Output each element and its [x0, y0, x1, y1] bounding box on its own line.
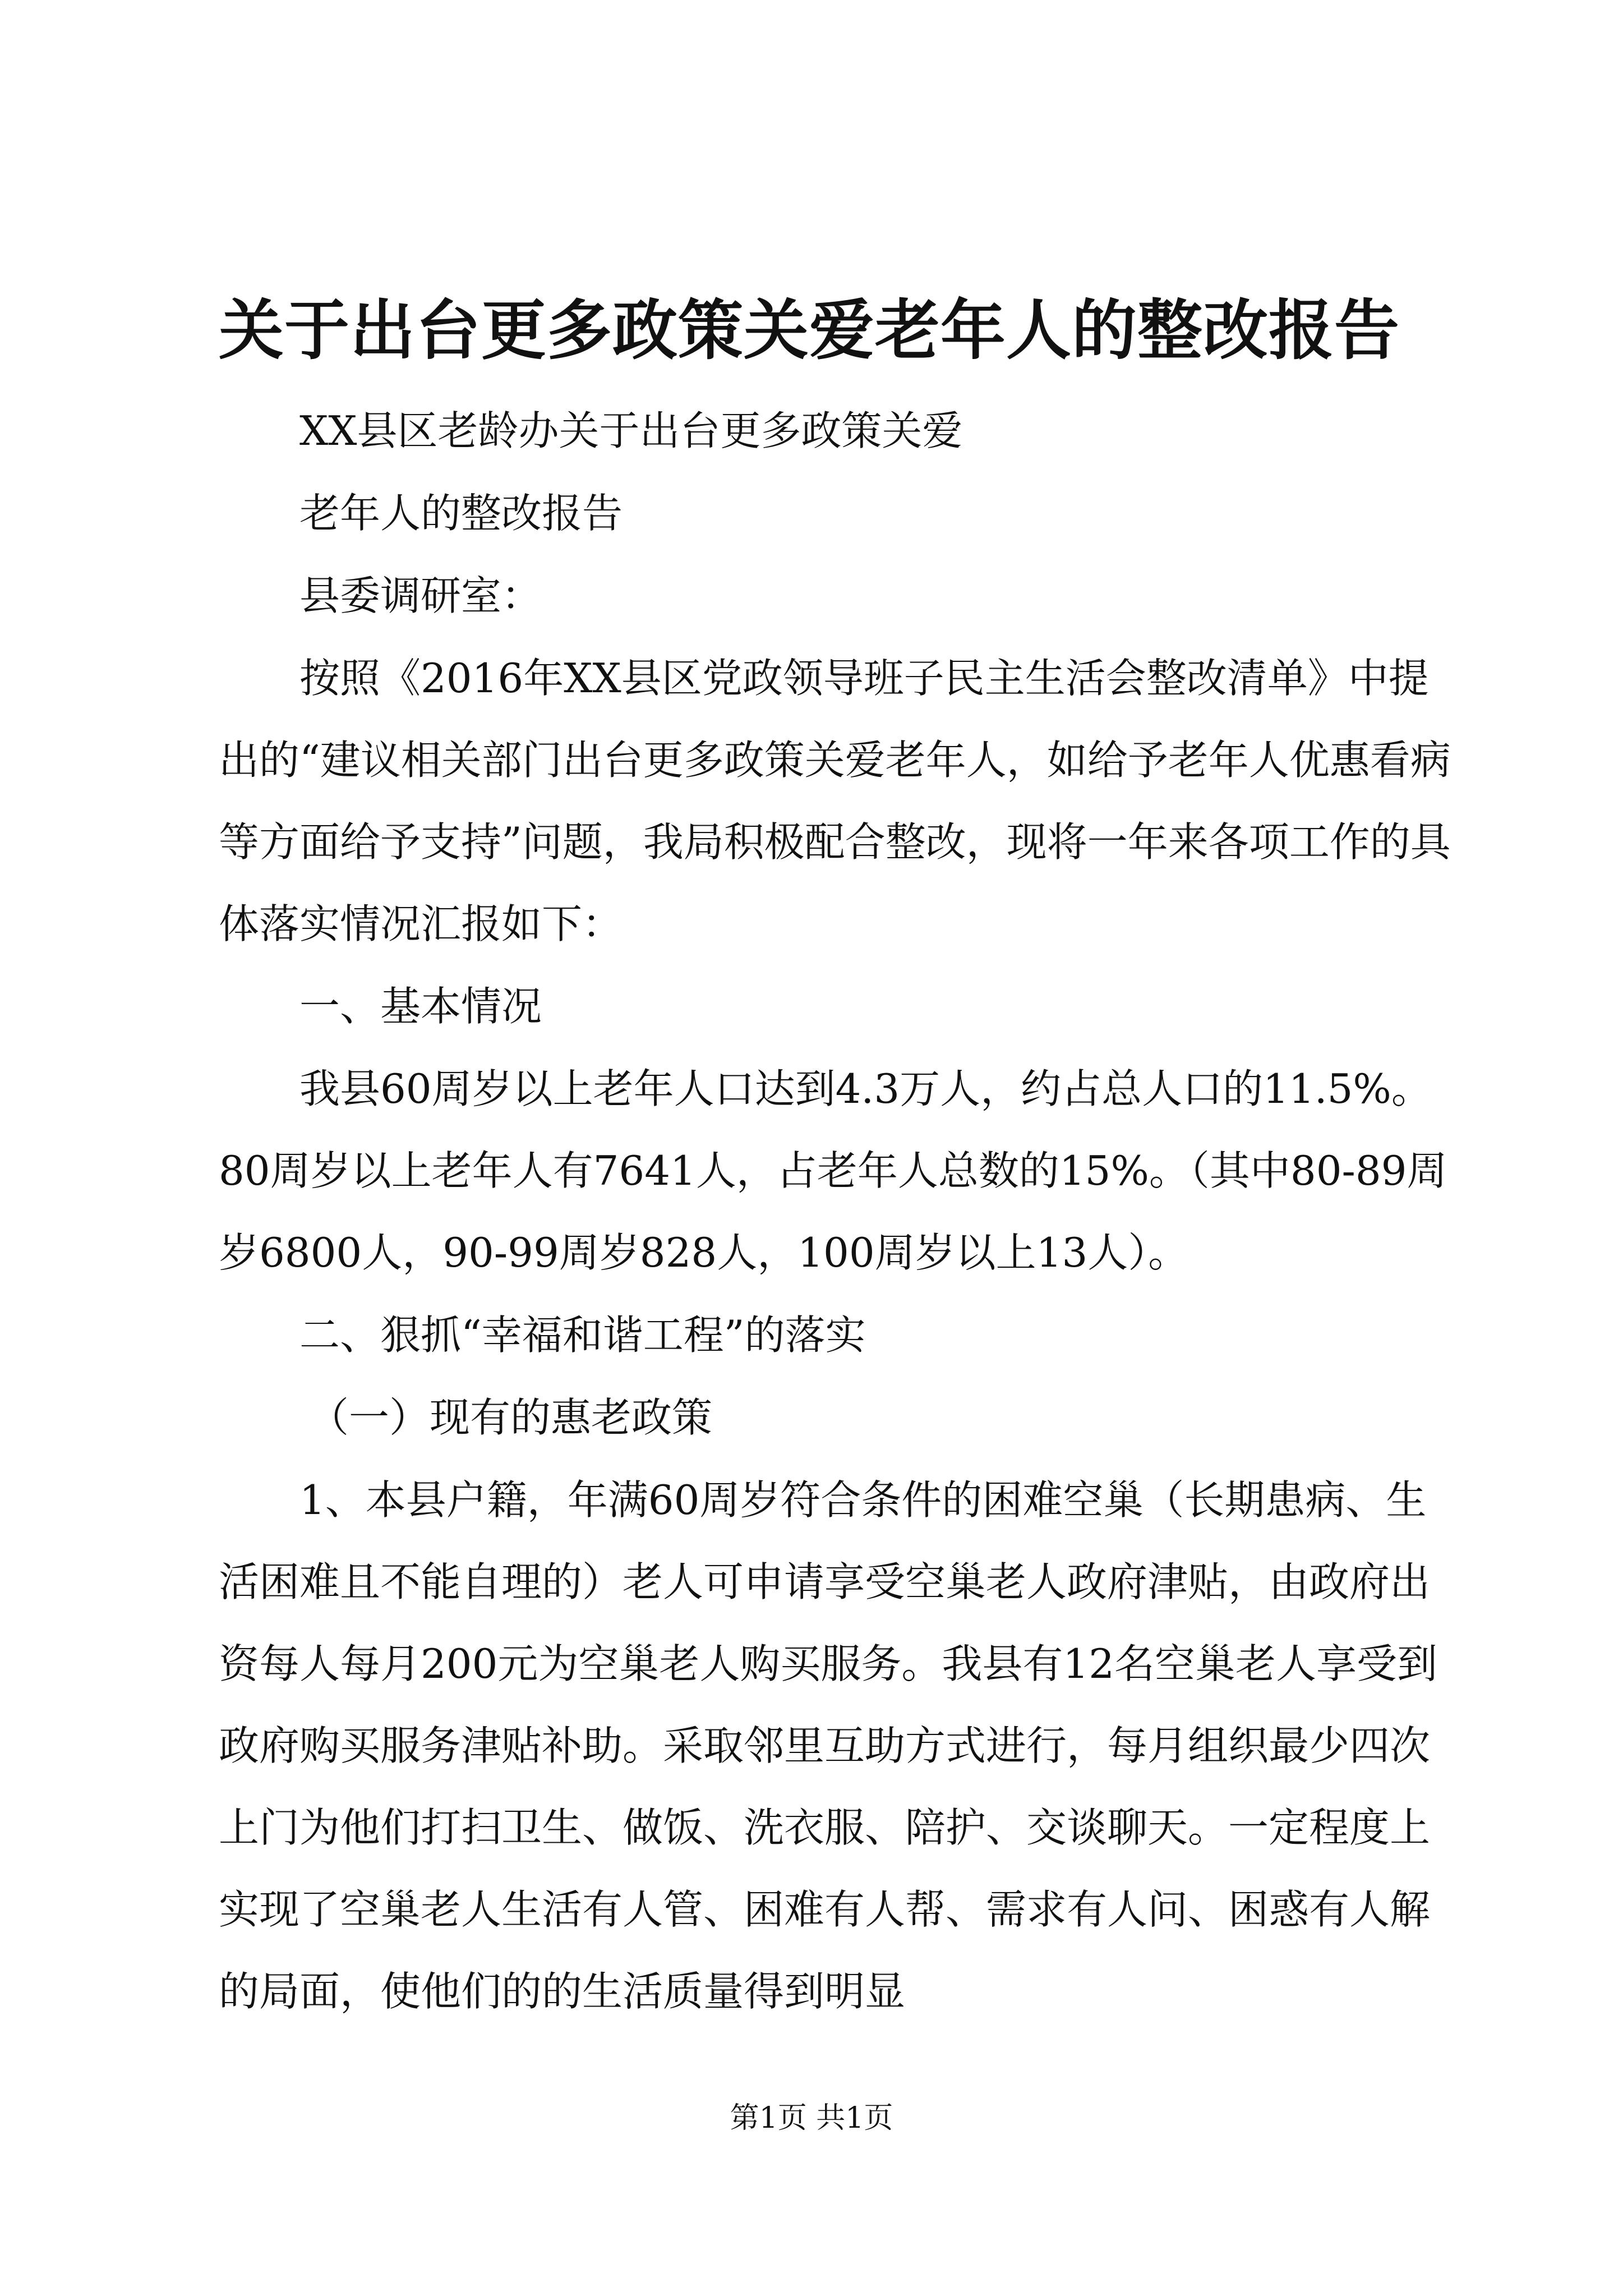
page-footer: 第1页 共1页	[730, 2101, 893, 2135]
subtitle-line-2: 老年人的整改报告	[299, 490, 623, 537]
document-title: 关于出台更多政策关爱老年人的整改报告	[219, 292, 1400, 369]
section-1-paragraph: 我县60周岁以上老年人口达到4.3万人，约占总人口的11.5%。80周岁以上老年人有7641人，占老年人总数的15%。（其中80-89周岁6800人，90-99周岁828人，100周岁以上13人）。	[219, 1065, 1447, 1276]
document-body	[219, 390, 1464, 2033]
section-1-heading: 一、基本情况	[299, 983, 542, 1030]
intro-paragraph: 按照《2016年XX县区党政领导班子民主生活会整改清单》中提出的“建议相关部门出台更多政策关爱老年人，如给予老年人优惠看病等方面给予支持”问题，我局积极配合整改，现将一年来各项工作的具体落实情况汇报如下：	[219, 655, 1451, 947]
item-1-paragraph: 1、本县户籍，年满60周岁符合条件的困难空巢（长期患病、生活困难且不能自理的）老人可申请享受空巢老人政府津贴，由政府出资每人每月200元为空巢老人购买服务。我县有12名空巢老人享受到政府购买服务津贴补助。采取邻里互助方式进行，每月组织最少四次上门为他们打扫卫生、做饭、洗衣服、陪护、交谈聊天。一定程度上实现了空巢老人生活有人管、困难有人帮、需求有人问、困惑有人解的局面，使他们的的生活质量得到明显	[219, 1476, 1438, 2015]
subtitle-line-1: XX县区老龄办关于出台更多政策关爱	[299, 407, 963, 454]
subsection-1-heading: （一）现有的惠老政策	[308, 1394, 713, 1441]
section-2-heading: 二、狠抓“幸福和谐工程”的落实	[299, 1312, 866, 1359]
addressee: 县委调研室：	[299, 572, 542, 619]
